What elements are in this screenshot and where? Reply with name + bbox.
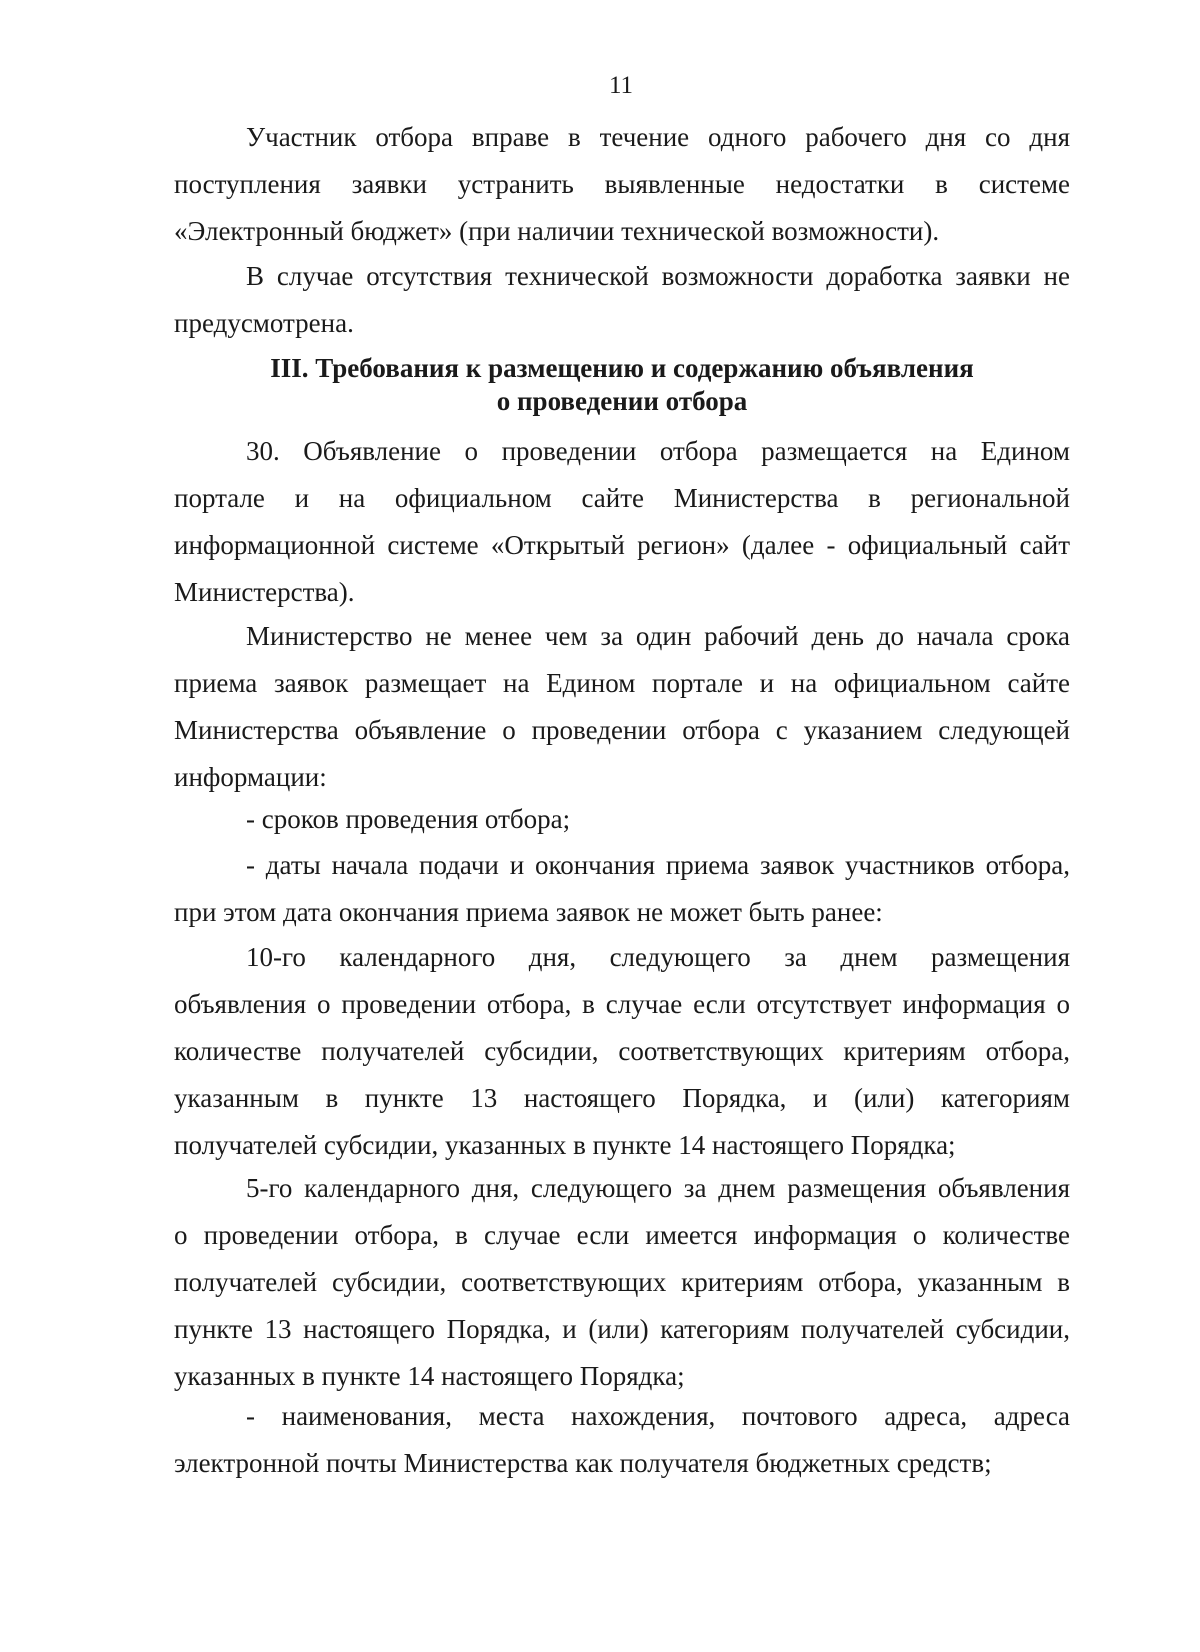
text-line: Министерство не менее чем за один рабочий день до начала срока xyxy=(246,621,1070,651)
text-line: информационной системе «Открытый регион» (далее - официальный сайт xyxy=(174,530,1070,560)
text-line: «Электронный бюджет» (при наличии технической возможности). xyxy=(174,216,940,246)
text-line: Участник отбора вправе в течение одного рабочего дня со дня xyxy=(246,122,1070,152)
text-line: объявления о проведении отбора, в случае если отсутствует информация о xyxy=(174,989,1070,1019)
heading-line: о проведении отбора xyxy=(496,386,748,416)
text-line: приема заявок размещает на Едином портале и на официальном сайте xyxy=(174,668,1070,698)
heading-line: III. Требования к размещению и содержанию объявления xyxy=(270,353,974,383)
text-line: - даты начала подачи и окончания приема заявок участников отбора, xyxy=(246,850,1070,880)
paragraph-ministry-announcement xyxy=(174,613,1070,801)
text-line: - сроков проведения отбора; xyxy=(246,804,571,834)
text-line: портале и на официальном сайте Министерства в региональной xyxy=(174,483,1070,513)
text-line: пункте 13 настоящего Порядка, и (или) категориям получателей субсидии, xyxy=(174,1314,1070,1344)
text-line: указанных в пункте 14 настоящего Порядка; xyxy=(174,1361,685,1391)
paragraph-revision-right xyxy=(174,114,1070,255)
paragraph-10th-day xyxy=(174,934,1070,1169)
paragraph-no-technical-possibility xyxy=(174,253,1070,347)
text-line: предусмотрена. xyxy=(174,308,354,338)
text-line: информации: xyxy=(174,762,327,792)
list-item-terms xyxy=(174,796,1070,843)
text-line: о проведении отбора, в случае если имеется информация о количестве xyxy=(174,1220,1070,1250)
text-line: получателей субсидии, соответствующих критериям отбора, указанным в xyxy=(174,1267,1070,1297)
text-line: при этом дата окончания приема заявок не может быть ранее: xyxy=(174,897,883,927)
list-item-ministry-name xyxy=(174,1393,1070,1487)
section-heading xyxy=(174,352,1070,418)
text-line: электронной почты Министерства как получателя бюджетных средств; xyxy=(174,1448,992,1478)
text-line: 5-го календарного дня, следующего за днем размещения объявления xyxy=(246,1173,1070,1203)
paragraph-30 xyxy=(174,428,1070,616)
text-line: Министерства объявление о проведении отбора с указанием следующей xyxy=(174,715,1070,745)
text-line: указанным в пункте 13 настоящего Порядка, и (или) категориям xyxy=(174,1083,1070,1113)
text-line: 30. Объявление о проведении отбора размещается на Едином xyxy=(246,436,1070,466)
text-line: - наименования, места нахождения, почтового адреса, адреса xyxy=(246,1401,1070,1431)
text-line: 10-го календарного дня, следующего за днем размещения xyxy=(246,942,1070,972)
text-line: В случае отсутствия технической возможности доработка заявки не xyxy=(246,261,1070,291)
text-line: получателей субсидии, указанных в пункте 14 настоящего Порядка; xyxy=(174,1130,956,1160)
list-item-dates xyxy=(174,842,1070,936)
text-line: поступления заявки устранить выявленные недостатки в системе xyxy=(174,169,1070,199)
paragraph-5th-day xyxy=(174,1165,1070,1400)
text-line: количестве получателей субсидии, соответствующих критериям отбора, xyxy=(174,1036,1070,1066)
page-number: 11 xyxy=(608,72,634,99)
text-line: Министерства). xyxy=(174,577,355,607)
